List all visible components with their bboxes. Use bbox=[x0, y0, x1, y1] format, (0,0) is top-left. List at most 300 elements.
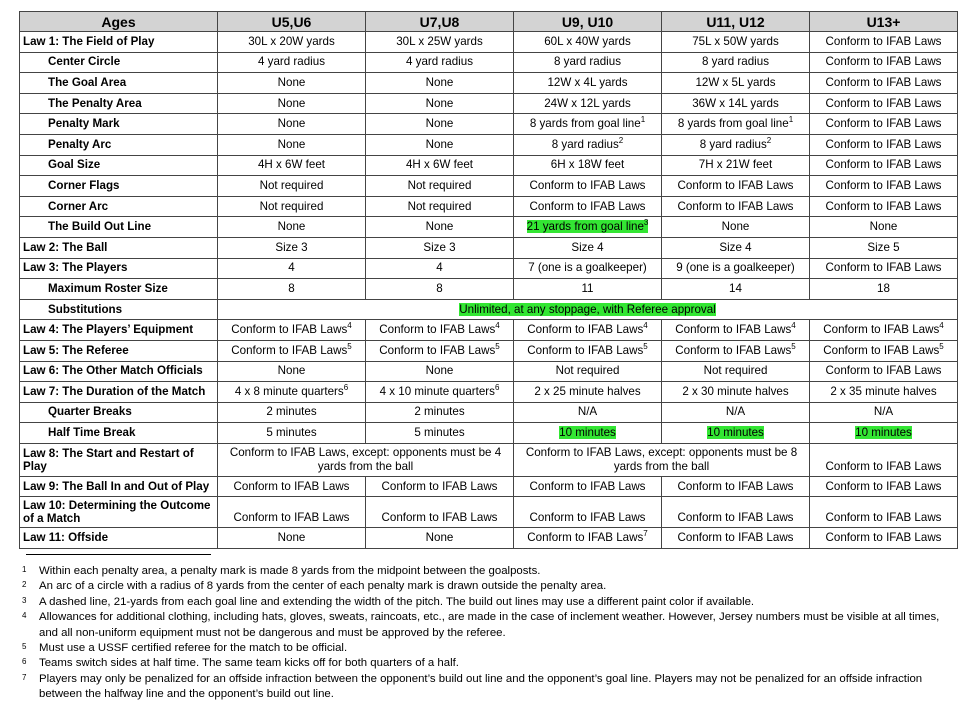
footnote-number: 2 bbox=[22, 580, 27, 590]
row-label: Substitutions bbox=[20, 299, 218, 320]
table-row bbox=[20, 299, 958, 320]
table-cell bbox=[662, 528, 810, 549]
cell-text: Conform to IFAB Laws bbox=[677, 531, 794, 545]
cell-text: Conform to IFAB Laws bbox=[825, 96, 942, 110]
cell-text: 4 bbox=[288, 261, 295, 275]
row-label: Law 8: The Start and Restart of Play bbox=[20, 443, 218, 476]
table-cell bbox=[514, 279, 662, 300]
cell-text: Conform to IFAB Laws bbox=[825, 511, 942, 525]
table-cell bbox=[514, 176, 662, 197]
cell-text: Size 5 bbox=[867, 240, 900, 254]
table-cell bbox=[218, 217, 366, 238]
cell-text: Conform to IFAB Laws$^5$ bbox=[527, 341, 648, 357]
table-cell bbox=[218, 196, 366, 217]
row-label: Quarter Breaks bbox=[20, 402, 218, 423]
table-cell bbox=[514, 361, 662, 382]
cell-text: 8 yard radius$^2$ bbox=[699, 135, 772, 151]
row-label: Law 5: The Referee bbox=[20, 340, 218, 361]
table-cell bbox=[218, 361, 366, 382]
footnote-number: 3 bbox=[22, 595, 27, 605]
table-cell bbox=[366, 382, 514, 403]
table-cell bbox=[662, 93, 810, 114]
table-row bbox=[20, 114, 958, 135]
cell-text: 24W x 12L yards bbox=[544, 96, 631, 110]
cell-text: 10 minutes bbox=[707, 426, 764, 440]
cell-text: Not required bbox=[259, 199, 324, 213]
table-cell bbox=[662, 497, 810, 528]
table-cell bbox=[662, 73, 810, 94]
footnote-ref: 3 bbox=[643, 218, 649, 228]
row-label: Corner Arc bbox=[20, 196, 218, 217]
footnote-ref: 2 bbox=[766, 135, 772, 145]
footnote bbox=[20, 564, 950, 579]
cell-text: 14 bbox=[729, 281, 742, 295]
table-cell bbox=[810, 237, 958, 258]
table-cell bbox=[514, 423, 662, 444]
cell-text: Conform to IFAB Laws bbox=[529, 199, 646, 213]
cell-text: None bbox=[425, 96, 454, 110]
table-row bbox=[20, 93, 958, 114]
table-cell bbox=[366, 279, 514, 300]
cell-text: None bbox=[425, 75, 454, 89]
footnote-ref: 2 bbox=[618, 135, 624, 145]
footnote-ref: 4 bbox=[939, 321, 944, 331]
cell-text: Conform to IFAB Laws$^5$ bbox=[379, 341, 500, 357]
cell-text: Conform to IFAB Laws bbox=[825, 199, 942, 213]
table-cell bbox=[810, 402, 958, 423]
table-row bbox=[20, 73, 958, 94]
cell-text: None bbox=[869, 220, 898, 234]
table-cell bbox=[366, 176, 514, 197]
table-cell bbox=[810, 340, 958, 361]
table-cell bbox=[514, 237, 662, 258]
table-cell bbox=[662, 476, 810, 497]
table-cell bbox=[218, 340, 366, 361]
table-cell bbox=[810, 320, 958, 341]
cell-text: Size 4 bbox=[571, 240, 604, 254]
table-cell bbox=[810, 217, 958, 238]
footnote-ref: 1 bbox=[640, 115, 646, 125]
cell-text: Conform to IFAB Laws bbox=[677, 511, 794, 525]
cell-text: None bbox=[425, 117, 454, 131]
row-label: Law 1: The Field of Play bbox=[20, 32, 218, 53]
cell-text: None bbox=[277, 220, 306, 234]
table-cell bbox=[662, 279, 810, 300]
table-cell bbox=[218, 237, 366, 258]
cell-text: Conform to IFAB Laws$^5$ bbox=[675, 341, 796, 357]
table-cell bbox=[218, 52, 366, 73]
footnote-ref: 5 bbox=[643, 341, 648, 351]
row-label: Law 10: Determining the Outcome of a Match bbox=[20, 497, 218, 528]
cell-text: Conform to IFAB Laws bbox=[529, 479, 646, 493]
table-row bbox=[20, 497, 958, 528]
table-cell bbox=[514, 402, 662, 423]
table-row bbox=[20, 476, 958, 497]
cell-text: 4 bbox=[436, 261, 443, 275]
table-cell bbox=[514, 32, 662, 53]
table-cell bbox=[514, 497, 662, 528]
rules-table bbox=[19, 11, 958, 549]
table-row bbox=[20, 382, 958, 403]
cell-text: 30L x 20W yards bbox=[248, 34, 335, 48]
cell-text: Conform to IFAB Laws bbox=[825, 261, 942, 275]
table-cell bbox=[514, 114, 662, 135]
cell-text: Conform to IFAB Laws bbox=[825, 55, 942, 69]
cell-text: None bbox=[277, 531, 306, 545]
footnote-ref: 5 bbox=[939, 341, 944, 351]
header-u5-u6: U5,U6 bbox=[218, 12, 366, 32]
cell-text: 6H x 18W feet bbox=[550, 158, 625, 172]
footnote-number: 1 bbox=[22, 565, 27, 574]
table-cell bbox=[366, 258, 514, 279]
row-label: Law 3: The Players bbox=[20, 258, 218, 279]
table-cell bbox=[662, 217, 810, 238]
table-cell bbox=[810, 443, 958, 476]
cell-text: Conform to IFAB Laws$^4$ bbox=[675, 321, 796, 337]
table-cell bbox=[810, 32, 958, 53]
cell-text: Conform to IFAB Laws bbox=[677, 178, 794, 192]
footnote-ref: 4 bbox=[643, 321, 648, 331]
cell-text: Conform to IFAB Laws bbox=[381, 511, 498, 525]
cell-text: Conform to IFAB Laws, except: opponents must be 4 yards from the ball bbox=[229, 445, 502, 473]
header-u13-plus: U13+ bbox=[810, 12, 958, 32]
table-cell bbox=[366, 340, 514, 361]
cell-text: Unlimited, at any stoppage, with Referee approval bbox=[459, 302, 716, 316]
row-label: Goal Size bbox=[20, 155, 218, 176]
table-cell bbox=[662, 340, 810, 361]
table-cell bbox=[514, 340, 662, 361]
table-cell bbox=[218, 299, 958, 320]
cell-text: 8 yards from goal line$^1$ bbox=[529, 115, 646, 131]
row-label: The Penalty Area bbox=[20, 93, 218, 114]
cell-text: Conform to IFAB Laws bbox=[529, 511, 646, 525]
cell-text: 8 bbox=[288, 281, 295, 295]
cell-text: 9 (one is a goalkeeper) bbox=[676, 261, 795, 275]
cell-text: 8 yard radius$^2$ bbox=[551, 135, 624, 151]
cell-text: 18 bbox=[877, 281, 890, 295]
cell-text: 8 yards from goal line$^1$ bbox=[677, 115, 794, 131]
cell-text: 8 yard radius bbox=[553, 55, 622, 69]
table-row bbox=[20, 134, 958, 155]
table-cell bbox=[810, 93, 958, 114]
table-cell bbox=[366, 52, 514, 73]
table-cell bbox=[218, 476, 366, 497]
table-cell bbox=[514, 443, 810, 476]
table-cell bbox=[366, 423, 514, 444]
cell-text: Conform to IFAB Laws, except: opponents must be 8 yards from the ball bbox=[525, 445, 798, 473]
row-label: The Build Out Line bbox=[20, 217, 218, 238]
table-cell bbox=[218, 497, 366, 528]
cell-text: 2 x 30 minute halves bbox=[682, 384, 789, 398]
cell-text: None bbox=[721, 220, 750, 234]
cell-text: 2 minutes bbox=[414, 405, 465, 419]
cell-text: None bbox=[277, 96, 306, 110]
table-cell bbox=[218, 93, 366, 114]
cell-text: 8 bbox=[436, 281, 443, 295]
table-cell bbox=[366, 93, 514, 114]
header-u9-u10: U9, U10 bbox=[514, 12, 662, 32]
cell-text: Conform to IFAB Laws bbox=[233, 511, 350, 525]
cell-text: Size 3 bbox=[423, 240, 456, 254]
table-row bbox=[20, 237, 958, 258]
table-cell bbox=[662, 52, 810, 73]
row-label: Penalty Mark bbox=[20, 114, 218, 135]
cell-text: Not required bbox=[407, 199, 472, 213]
footnote-ref: 5 bbox=[495, 341, 500, 351]
cell-text: Conform to IFAB Laws bbox=[825, 479, 942, 493]
header-ages: Ages bbox=[20, 12, 218, 32]
row-label: Law 4: The Players’ Equipment bbox=[20, 320, 218, 341]
cell-text: 21 yards from goal line$^3$ bbox=[526, 218, 649, 234]
row-label: Law 9: The Ball In and Out of Play bbox=[20, 476, 218, 497]
cell-text: Conform to IFAB Laws$^4$ bbox=[823, 321, 944, 337]
footnotes bbox=[20, 564, 950, 703]
cell-text: 4 x 8 minute quarters$^6$ bbox=[234, 382, 349, 398]
table-cell bbox=[514, 52, 662, 73]
header-u11-u12: U11, U12 bbox=[662, 12, 810, 32]
cell-text: Conform to IFAB Laws bbox=[677, 199, 794, 213]
table-cell bbox=[810, 497, 958, 528]
row-label: Corner Flags bbox=[20, 176, 218, 197]
table-cell bbox=[218, 134, 366, 155]
table-cell bbox=[810, 258, 958, 279]
cell-text: 10 minutes bbox=[559, 426, 616, 440]
table-cell bbox=[810, 382, 958, 403]
cell-text: Conform to IFAB Laws bbox=[381, 479, 498, 493]
table-cell bbox=[514, 217, 662, 238]
table-cell bbox=[366, 114, 514, 135]
table-cell bbox=[810, 114, 958, 135]
footnote bbox=[20, 595, 950, 610]
cell-text: Not required bbox=[407, 178, 472, 192]
footnote-ref: 1 bbox=[788, 115, 794, 125]
table-cell bbox=[218, 73, 366, 94]
footnote-text: Within each penalty area, a penalty mark is made 8 yards from the midpoint between the goalposts. bbox=[39, 565, 541, 577]
cell-text: Size 4 bbox=[719, 240, 752, 254]
cell-text: 5 minutes bbox=[414, 426, 465, 440]
table-cell bbox=[218, 382, 366, 403]
table-cell bbox=[662, 423, 810, 444]
table-cell bbox=[366, 217, 514, 238]
cell-text: 4H x 6W feet bbox=[405, 158, 473, 172]
table-cell bbox=[810, 279, 958, 300]
cell-text: None bbox=[425, 220, 454, 234]
footnote-ref: 4 bbox=[347, 321, 352, 331]
table-cell bbox=[662, 196, 810, 217]
footnote-ref: 5 bbox=[347, 341, 352, 351]
cell-text: 12W x 4L yards bbox=[547, 75, 628, 89]
table-cell bbox=[366, 320, 514, 341]
cell-text: None bbox=[425, 531, 454, 545]
footnote-number: 6 bbox=[22, 657, 27, 667]
table-cell bbox=[366, 476, 514, 497]
table-cell bbox=[366, 196, 514, 217]
rules-table-body bbox=[20, 32, 958, 549]
table-cell bbox=[810, 361, 958, 382]
footnote-text: An arc of a circle with a radius of 8 yards from the center of each penalty mark is drawn outside the penalty area. bbox=[39, 580, 607, 593]
cell-text: Conform to IFAB Laws bbox=[825, 117, 942, 131]
table-cell bbox=[810, 423, 958, 444]
table-cell bbox=[662, 320, 810, 341]
cell-text: Conform to IFAB Laws$^7$ bbox=[527, 529, 648, 545]
cell-text: Conform to IFAB Laws$^4$ bbox=[379, 321, 500, 337]
cell-text: Conform to IFAB Laws bbox=[529, 178, 646, 192]
table-cell bbox=[218, 155, 366, 176]
footnote-ref: 6 bbox=[494, 382, 500, 392]
cell-text: 75L x 50W yards bbox=[692, 34, 779, 48]
table-cell bbox=[366, 402, 514, 423]
footnote-text: Players may only be penalized for an offside infraction between the opponent’s build out line and the opponent’s goal line. Players may not be penalized for an offside infraction between the halfway line and the opponent’s build out line. bbox=[39, 672, 923, 701]
cell-text: 12W x 5L yards bbox=[695, 75, 776, 89]
table-cell bbox=[662, 402, 810, 423]
table-cell bbox=[662, 155, 810, 176]
footnote-text: Teams switch sides at half time. The same team kicks off for both quarters of a half. bbox=[39, 657, 459, 670]
cell-text: Conform to IFAB Laws$^4$ bbox=[231, 321, 352, 337]
table-cell bbox=[218, 443, 514, 476]
cell-text: 11 bbox=[581, 281, 594, 295]
table-row bbox=[20, 528, 958, 549]
cell-text: None bbox=[425, 364, 454, 378]
table-row bbox=[20, 52, 958, 73]
table-cell bbox=[810, 134, 958, 155]
cell-text: Conform to IFAB Laws bbox=[825, 364, 942, 378]
cell-text: Not required bbox=[555, 364, 620, 378]
footnote bbox=[20, 641, 950, 656]
row-label: Penalty Arc bbox=[20, 134, 218, 155]
table-row bbox=[20, 32, 958, 53]
table-cell bbox=[366, 497, 514, 528]
row-label: Law 11: Offside bbox=[20, 528, 218, 549]
cell-text: 30L x 25W yards bbox=[396, 34, 483, 48]
cell-text: Size 3 bbox=[275, 240, 308, 254]
table-cell bbox=[662, 382, 810, 403]
header-row bbox=[20, 12, 958, 32]
table-row bbox=[20, 155, 958, 176]
table-cell bbox=[514, 196, 662, 217]
table-row bbox=[20, 443, 958, 476]
cell-text: 8 yard radius bbox=[701, 55, 770, 69]
cell-text: 4 x 10 minute quarters$^6$ bbox=[379, 382, 500, 398]
table-row bbox=[20, 340, 958, 361]
table-cell bbox=[662, 32, 810, 53]
table-cell bbox=[218, 320, 366, 341]
table-cell bbox=[662, 114, 810, 135]
cell-text: 5 minutes bbox=[266, 426, 317, 440]
footnote-ref: 4 bbox=[495, 321, 500, 331]
table-cell bbox=[366, 73, 514, 94]
table-cell bbox=[662, 237, 810, 258]
table-cell bbox=[514, 134, 662, 155]
table-row bbox=[20, 279, 958, 300]
table-cell bbox=[218, 32, 366, 53]
row-label: The Goal Area bbox=[20, 73, 218, 94]
footnote-ref: 6 bbox=[343, 382, 349, 392]
table-cell bbox=[662, 134, 810, 155]
table-cell bbox=[218, 114, 366, 135]
cell-text: 10 minutes bbox=[855, 426, 912, 440]
table-row bbox=[20, 320, 958, 341]
cell-text: 4H x 6W feet bbox=[257, 158, 325, 172]
cell-text: 7 (one is a goalkeeper) bbox=[528, 261, 647, 275]
footnote-ref: 4 bbox=[791, 321, 796, 331]
footnote-separator bbox=[26, 554, 211, 555]
cell-text: Not required bbox=[259, 178, 324, 192]
footnote-text: Allowances for additional clothing, including hats, gloves, sweats, raincoats, etc., are made in the case of inclement weather. However, Jersey numbers must be visible at all times, and all non-uniform equipment must not be dangerous and must be approved by the referee. bbox=[39, 611, 940, 639]
table-cell bbox=[810, 73, 958, 94]
table-cell bbox=[366, 155, 514, 176]
cell-text: None bbox=[277, 137, 306, 151]
table-cell bbox=[218, 528, 366, 549]
cell-text: 36W x 14L yards bbox=[692, 96, 779, 110]
table-cell bbox=[514, 93, 662, 114]
footnote-text: A dashed line, 21-yards from each goal line and extending the width of the pitch. The build out lines may use a different paint color if available. bbox=[39, 595, 755, 608]
cell-text: 7H x 21W feet bbox=[698, 158, 773, 172]
footnote-ref: 7 bbox=[643, 529, 648, 539]
cell-text: N/A bbox=[873, 405, 894, 419]
table-cell bbox=[810, 196, 958, 217]
table-cell bbox=[810, 52, 958, 73]
table-row bbox=[20, 196, 958, 217]
cell-text: 60L x 40W yards bbox=[544, 34, 631, 48]
cell-text: Conform to IFAB Laws$^5$ bbox=[231, 341, 352, 357]
row-label: Law 2: The Ball bbox=[20, 237, 218, 258]
row-label: Center Circle bbox=[20, 52, 218, 73]
table-cell bbox=[366, 32, 514, 53]
cell-text: Conform to IFAB Laws$^5$ bbox=[823, 341, 944, 357]
table-cell bbox=[218, 176, 366, 197]
cell-text: None bbox=[277, 117, 306, 131]
cell-text: Conform to IFAB Laws bbox=[825, 158, 942, 172]
row-label: Law 6: The Other Match Officials bbox=[20, 361, 218, 382]
table-cell bbox=[514, 528, 662, 549]
cell-text: 2 minutes bbox=[266, 405, 317, 419]
table-cell bbox=[662, 176, 810, 197]
table-cell bbox=[810, 176, 958, 197]
cell-text: 2 x 25 minute halves bbox=[534, 384, 641, 398]
cell-text: Conform to IFAB Laws bbox=[233, 479, 350, 493]
cell-text: None bbox=[425, 137, 454, 151]
table-cell bbox=[218, 258, 366, 279]
cell-text: Conform to IFAB Laws bbox=[825, 459, 942, 473]
table-cell bbox=[218, 423, 366, 444]
table-row bbox=[20, 402, 958, 423]
footnote bbox=[20, 610, 950, 641]
cell-text: 4 yard radius bbox=[405, 55, 474, 69]
row-label: Law 7: The Duration of the Match bbox=[20, 382, 218, 403]
table-cell bbox=[366, 361, 514, 382]
footnote bbox=[20, 579, 950, 594]
cell-text: Conform to IFAB Laws bbox=[825, 75, 942, 89]
table-cell bbox=[514, 320, 662, 341]
footnote bbox=[20, 672, 950, 703]
footnote-text: Must use a USSF certified referee for the match to be official. bbox=[39, 642, 348, 655]
cell-text: 4 yard radius bbox=[257, 55, 326, 69]
footnote-number: 7 bbox=[22, 672, 27, 682]
table-cell bbox=[662, 361, 810, 382]
footnote-number: 4 bbox=[22, 611, 27, 621]
footnote-number: 5 bbox=[22, 642, 27, 652]
table-cell bbox=[218, 279, 366, 300]
table-cell bbox=[366, 237, 514, 258]
table-cell bbox=[662, 258, 810, 279]
cell-text: None bbox=[277, 364, 306, 378]
table-row bbox=[20, 423, 958, 444]
table-row bbox=[20, 361, 958, 382]
cell-text: Conform to IFAB Laws bbox=[677, 479, 794, 493]
table-cell bbox=[810, 155, 958, 176]
table-cell bbox=[514, 73, 662, 94]
cell-text: N/A bbox=[577, 405, 598, 419]
